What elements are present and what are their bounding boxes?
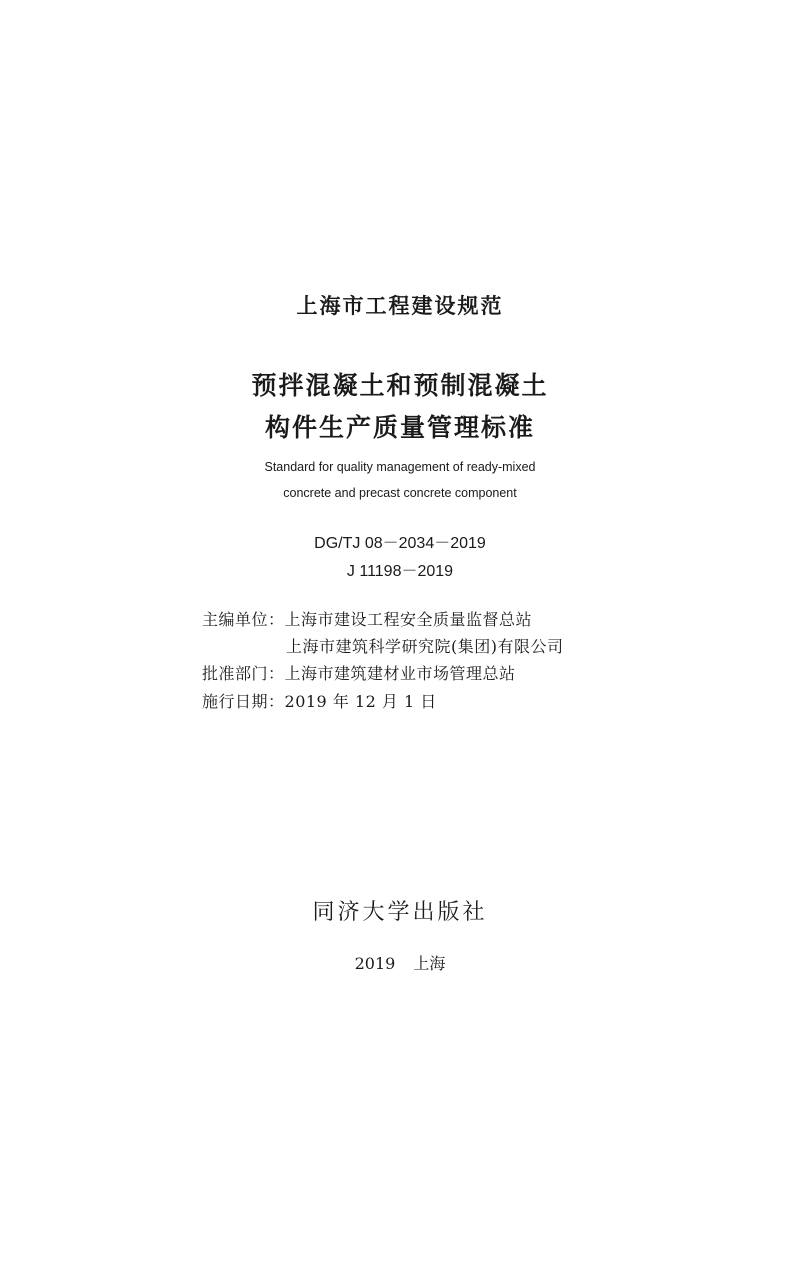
approval-row	[202, 661, 516, 684]
approval-dept: 上海市建筑建材业市场管理总站	[284, 664, 516, 683]
publication-line	[0, 951, 800, 974]
publish-city: 上海	[413, 954, 446, 973]
series-title: 上海市工程建设规范	[296, 294, 504, 318]
standard-title-line-2: 构件生产质量管理标准	[264, 413, 535, 442]
chief-editor-row-2	[286, 634, 564, 657]
english-title-line-2: concrete and precast concrete component	[283, 486, 517, 500]
publisher-name: 同济大学出版社	[312, 900, 488, 925]
chief-editor-row-1	[202, 607, 532, 630]
publish-year: 2019	[354, 954, 396, 973]
standard-code: DG/TJ 08－2034－2019	[314, 535, 486, 552]
chief-editor-2: 上海市建筑科学研究院(集团)有限公司	[286, 637, 564, 656]
effective-date-row	[202, 689, 437, 712]
english-title-line-1: Standard for quality management of ready-mixed	[264, 460, 536, 474]
effective-date: 2019 年 12 月 1 日	[284, 692, 437, 711]
chief-editor-label: 主编单位：	[202, 610, 285, 629]
standard-title-line-1: 预拌混凝土和预制混凝土	[251, 371, 549, 400]
chief-editor-1: 上海市建设工程安全质量监督总站	[284, 610, 533, 629]
record-code: J 11198－2019	[346, 563, 454, 580]
effective-label: 施行日期：	[202, 692, 285, 711]
approval-label: 批准部门：	[202, 664, 285, 683]
